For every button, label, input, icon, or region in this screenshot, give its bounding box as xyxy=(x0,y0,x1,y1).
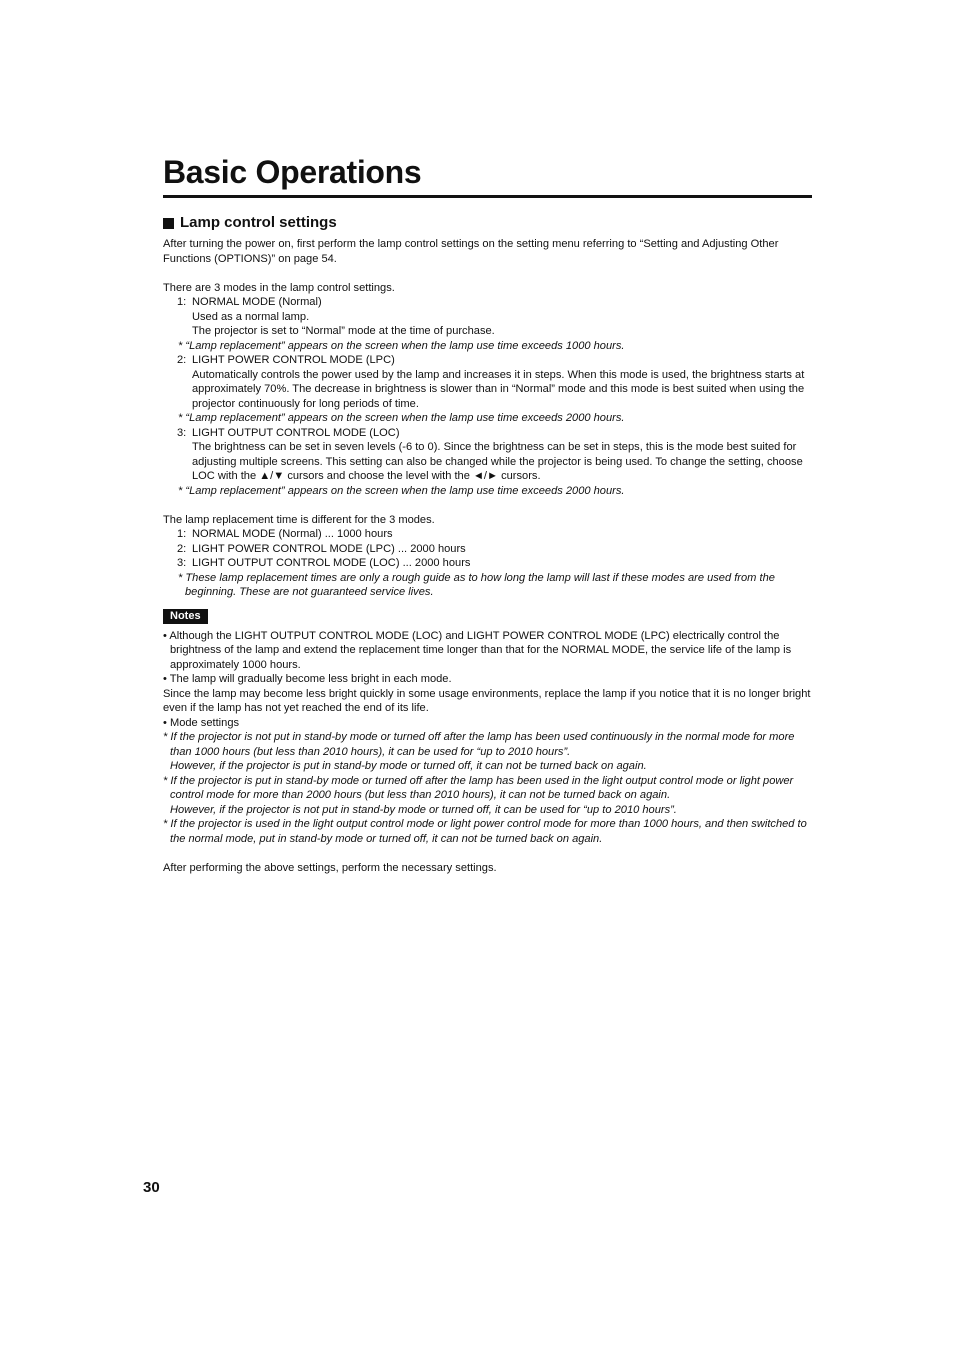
replacement-note: * These lamp replacement times are only a rough guide as to how long the lamp will last if these modes are used from the beginning. These are not guaranteed service lives. xyxy=(178,571,775,598)
section-heading-text: Lamp control settings xyxy=(180,214,337,231)
replacement-item xyxy=(163,556,815,571)
mode-item xyxy=(163,353,815,368)
replacement-text: LIGHT OUTPUT CONTROL MODE (LOC) ... 2000 hours xyxy=(192,557,471,569)
replacement-text: LIGHT POWER CONTROL MODE (LPC) ... 2000 hours xyxy=(192,542,466,555)
replacement-number: 1: xyxy=(177,528,187,540)
mode-name: NORMAL MODE (Normal) xyxy=(192,296,322,308)
modes-intro: There are 3 modes in the lamp control settings. xyxy=(163,281,395,294)
replacement-intro: The lamp replacement time is different for the 3 modes. xyxy=(163,513,435,526)
black-square-icon xyxy=(163,218,174,229)
mode-desc: Automatically controls the power used by the lamp and increases it in steps. When this mode is used, the brightness starts at approximately 70%. The decrease in brightness is slower than in “Normal” mode and this mode is best suited when using the projector continuously for long periods of time. xyxy=(192,368,805,410)
notes-bullet-continued: Since the lamp may become less bright quickly in some usage environments, replace the lamp if you notice that it is no longer bright even if the lamp has not yet reached the end of its life. xyxy=(163,687,811,714)
replacement-number: 3: xyxy=(177,557,187,569)
closing-paragraph: After performing the above settings, perform the necessary settings. xyxy=(163,861,497,874)
page-title: Basic Operations xyxy=(163,154,422,190)
mode-desc: Used as a normal lamp. xyxy=(192,310,310,323)
mode-note: * “Lamp replacement” appears on the screen when the lamp use time exceeds 1000 hours. xyxy=(178,339,625,352)
mode-setting-note: * If the projector is used in the light output control mode or light power control mode for more than 1000 hours, and then switched to the normal mode, put in stand-by mode or turned off, it can not be turned back on again. xyxy=(163,818,807,845)
replacement-item xyxy=(163,542,815,557)
mode-item xyxy=(163,426,815,441)
main-content xyxy=(163,213,815,875)
title-rule xyxy=(163,195,812,198)
mode-name: LIGHT POWER CONTROL MODE (LPC) xyxy=(192,354,395,366)
page-number: 30 xyxy=(143,1179,160,1196)
mode-number: 2: xyxy=(177,354,187,366)
mode-number: 3: xyxy=(177,426,187,439)
mode-desc: The projector is set to “Normal” mode at the time of purchase. xyxy=(192,325,495,337)
mode-desc: The brightness can be set in seven levels (-6 to 0). Since the brightness can be set in steps, this is the mode best suited for adjusting multiple screens. This setting can also be changed while the projector is being used. To change the setting, choose LOC with the ▲/▼ cursors and choose the level with the ◄/► cursors. xyxy=(192,441,803,482)
replacement-number: 2: xyxy=(177,542,187,555)
replacement-item xyxy=(163,527,815,542)
mode-name: LIGHT OUTPUT CONTROL MODE (LOC) xyxy=(192,426,400,439)
mode-item xyxy=(163,295,815,310)
intro-paragraph: After turning the power on, first perform the lamp control settings on the setting menu referring to “Setting and Adjusting Other Functions (OPTIONS)” on page 54. xyxy=(163,238,779,265)
notes-bullet: • Mode settings xyxy=(163,716,240,729)
replacement-text: NORMAL MODE (Normal) ... 1000 hours xyxy=(192,528,393,540)
mode-number: 1: xyxy=(177,296,187,308)
mode-note: * “Lamp replacement” appears on the screen when the lamp use time exceeds 2000 hours. xyxy=(178,412,625,424)
mode-setting-note-continued: However, if the projector is put in stand-by mode or turned off, it can not be turned back on again. xyxy=(170,760,647,772)
notes-bullet: • Although the LIGHT OUTPUT CONTROL MODE (LOC) and LIGHT POWER CONTROL MODE (LPC) electrically control the brightness of the lamp and extend the replacement time longer than that for the NORMAL MODE, the service life of the lamp is approximately 1000 hours. xyxy=(163,629,792,671)
notes-badge: Notes xyxy=(163,609,208,624)
section-heading xyxy=(163,213,815,233)
mode-setting-note: * If the projector is put in stand-by mode or turned off after the lamp has been used in the light output control mode or light power control mode for more than 2000 hours (but less than 2010 hours), it can not be turned back on again. xyxy=(163,774,794,801)
mode-setting-note: * If the projector is not put in stand-by mode or turned off after the lamp has been used continuously in the normal mode for more than 1000 hours (but less than 2010 hours), it can be used for “up to 2010 hours”. xyxy=(163,731,795,758)
notes-bullet: • The lamp will gradually become less bright in each mode. xyxy=(163,673,452,685)
mode-setting-note-continued: However, if the projector is not put in stand-by mode or turned off, it can be used for “up to 2010 hours”. xyxy=(170,803,677,816)
mode-note: * “Lamp replacement” appears on the screen when the lamp use time exceeds 2000 hours. xyxy=(178,484,625,497)
